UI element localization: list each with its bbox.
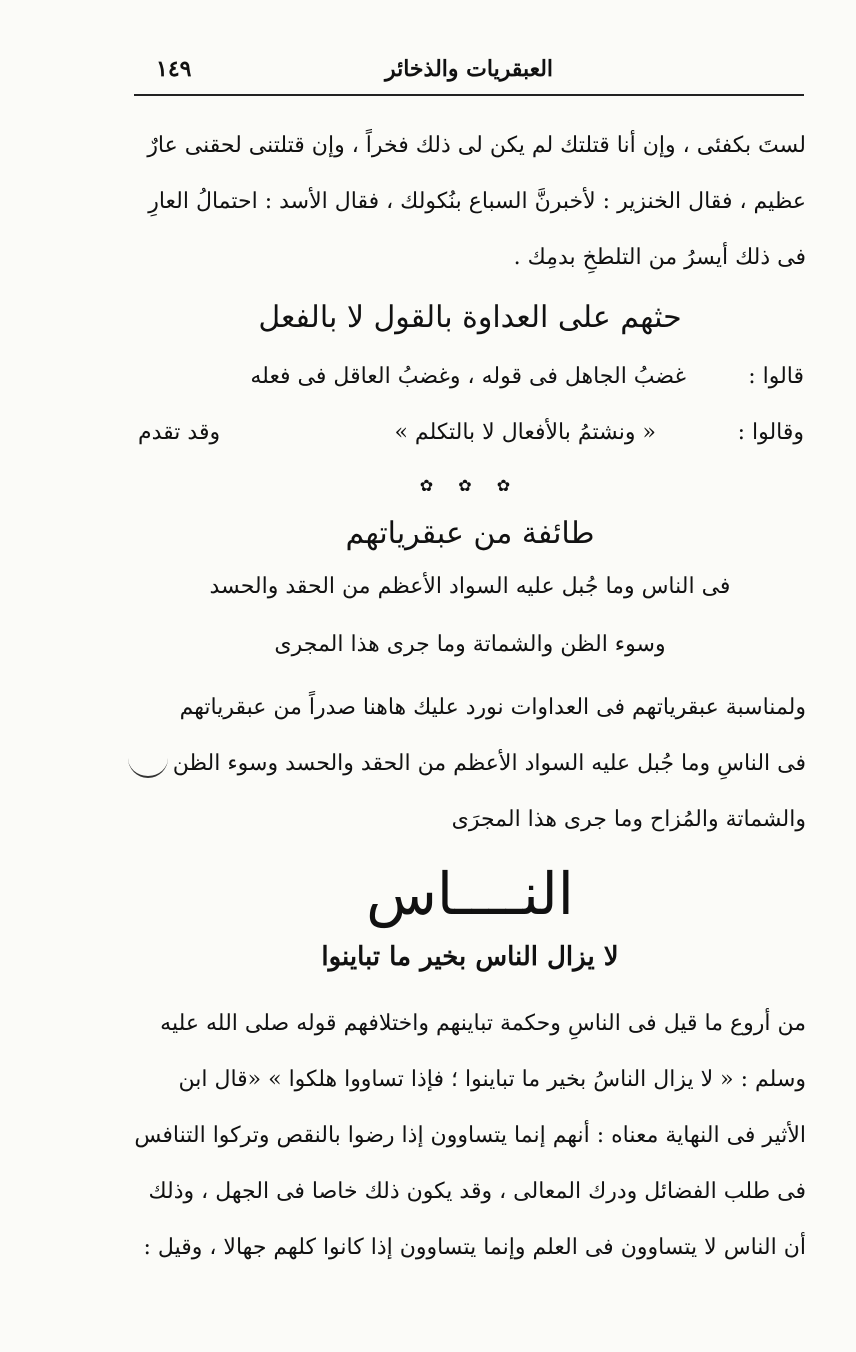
- saying-text: غضبُ الجاهل فى قوله ، وغضبُ العاقل فى فعله: [250, 364, 686, 389]
- text-line: فى طلب الفضائل ودرك المعالى ، وقد يكون ذلك خاصا فى الجهل ، وذلك: [148, 1179, 806, 1204]
- intro-paragraph: [134, 680, 806, 848]
- saying-prefix: وقالوا :: [737, 420, 804, 445]
- page-number: ١٤٩: [156, 56, 192, 82]
- text-line: عظيم ، فقال الخنزير : لأخبرنَّ السباع بنُكولك ، فقال الأسد : احتمالُ العارِ: [148, 189, 806, 214]
- text-line: ولمناسبة عبقرياتهم فى العداوات نورد عليك هاهنا صدراً من عبقرياتهم: [179, 695, 806, 720]
- chapter-title: النــــاس: [366, 860, 574, 928]
- ornament-separator: ✿ ✿ ✿: [419, 476, 521, 495]
- section-subtitle: وسوء الظن والشماتة وما جرى هذا المجرى: [274, 632, 666, 657]
- body-paragraph: [134, 996, 806, 1276]
- text-line: فى الناسِ وما جُبل عليه السواد الأعظم من الحقد والحسد وسوء الظن: [172, 751, 806, 776]
- page-header: [134, 50, 804, 96]
- running-title: العبقريات والذخائر: [384, 56, 554, 82]
- section-subtitle: فى الناس وما جُبل عليه السواد الأعظم من الحقد والحسد: [209, 574, 731, 599]
- saying-suffix: وقد تقدم: [138, 420, 221, 445]
- text-line: الأثير فى النهاية معناه : أنهم إنما يتساوون إذا رضوا بالنقص وتركوا التنافس: [134, 1123, 806, 1148]
- text-line: وسلم : « لا يزال الناسُ بخير ما تباينوا ؛ فإذا تساووا هلكوا » «قال ابن: [178, 1067, 806, 1092]
- saying-text: « ونشتمُ بالأفعال لا بالتكلم »: [394, 420, 656, 445]
- text-line: لستَ بكفئى ، وإن أنا قتلتك لم يكن لى ذلك فخراً ، وإن قتلتنى لحقنى عارٌ: [147, 133, 806, 158]
- section-heading: حثهم على العداوة بالقول لا بالفعل: [258, 300, 682, 335]
- section-heading: لا يزال الناس بخير ما تباينوا: [321, 942, 619, 972]
- text-line: أن الناس لا يتساوون فى العلم وإنما يتساوون إذا كانوا كلهم جهالا ، وقيل :: [143, 1235, 806, 1260]
- text-line: والشماتة والمُزاح وما جرى هذا المجرَى: [451, 807, 806, 832]
- top-paragraph: [134, 118, 806, 286]
- saying-prefix: قالوا :: [748, 364, 804, 389]
- section-heading: طائفة من عبقرياتهم: [345, 516, 595, 551]
- text-line: من أروع ما قيل فى الناسِ وحكمة تباينهم واختلافهم قوله صلى الله عليه: [160, 1011, 806, 1036]
- text-line: فى ذلك أيسرُ من التلطخِ بدمِك .: [513, 245, 806, 270]
